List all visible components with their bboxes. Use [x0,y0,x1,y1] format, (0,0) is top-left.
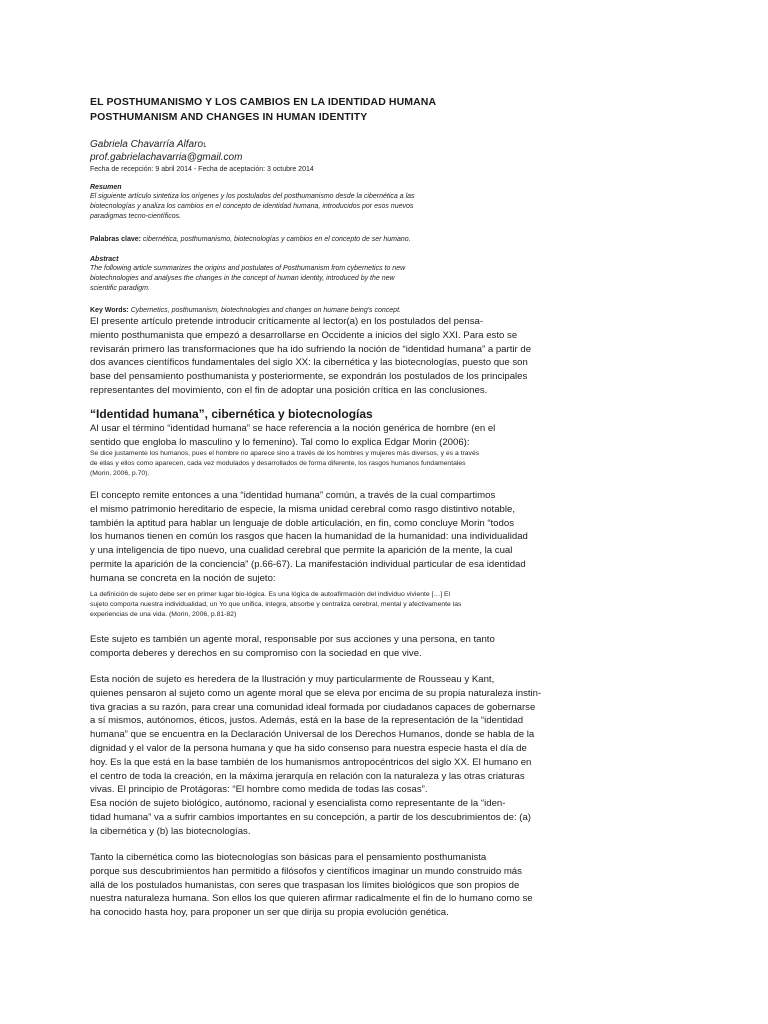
text-line: biotecnologías y analiza los cambios en el concepto de identidad humana, introducidos por esos nuevos [90,203,414,210]
resumen-text [90,192,690,222]
text-line: los humanos tienen en común los rasgos que hacen la humanidad de la humanidad: una individualidad [90,531,528,543]
text-line: el mismo patrimonio hereditario de especie, la misma unidad cerebral como rasgo distintivo notable, [90,503,516,515]
text-line: la cibernética y (b) las biotecnologías. [90,825,251,837]
text-line: Este sujeto es también un agente moral, responsable por sus acciones y una persona, en tanto [90,634,495,645]
text-line: ha conocido hasta hoy, para proponer un ser que dirija su propia evolución genética. [90,907,449,919]
text-line: El presente artículo pretende introducir críticamente al lector(a) en los postulados del pensa- [90,316,484,327]
text-line: Al usar el término “identidad humana” se hace referencia a la noción genérica de hombre (en el [90,423,496,434]
text-line: sujeto comporta nuestra individualidad, un Yo que unifica, integra, absorbe y centraliza cerebral, mental y afectivamente las [90,600,462,608]
text-line: también la aptitud para hablar un lenguaje de doble articulación, en fin, como concluye Morin “todos [90,517,514,529]
text-line: biotechnologies and analyses the changes in the concept of human identity, introduced by the new [90,275,395,282]
key-words [90,306,690,315]
title-english: POSTHUMANISM AND CHANGES IN HUMAN IDENTITY [90,111,368,123]
submission-dates: Fecha de recepción: 9 abril 2014 - Fecha de aceptación: 3 octubre 2014 [90,166,314,173]
resumen-section [90,183,690,222]
text-line: Esta noción de sujeto es heredera de la Ilustración y muy particularmente de Rousseau y Kant, [90,674,495,685]
resumen-label: Resumen [90,184,122,191]
paragraph-1 [90,422,690,450]
text-line: humana” que se encuentra en la Declaración Universal de los Derechos Humanos, donde se habla de la [90,729,535,741]
key-words-label: Key Words: [90,307,129,314]
paragraph-2 [90,489,690,586]
text-line: El concepto remite entonces a una “identidad humana” común, a través de la cual compartimos [90,490,496,501]
quote-1 [90,449,690,478]
paragraph-5 [90,797,690,838]
text-line: (Morin, 2006, p.70). [90,469,150,477]
text-line: hoy. Es la que está en la base también de los humanismos antropocéntricos del siglo XX. El humano en [90,756,532,768]
text-line: sentido que engloba lo masculino y lo femenino). Tal como lo explica Edgar Morin (2006): [90,436,470,448]
abstract-label: Abstract [90,256,119,263]
paragraph-3 [90,633,690,661]
text-line: miento posthumanista que empezó a desarrollarse en Occidente a inicios del siglo XXI. Para esto se [90,329,518,341]
paragraph-4 [90,673,690,797]
text-line: experiencias de una vida. (Morin, 2006, p.81-82) [90,610,237,618]
palabras-clave-label: Palabras clave: [90,236,141,243]
text-line: base del pensamiento posthumanista y posteriormente, se expondrán los postulados de los principales [90,371,528,383]
text-line: tidad humana” va a sufrir cambios importantes en su concepción, a partir de los descubrimientos de: (a) [90,811,531,823]
text-line: a sí mismos, autónomos, éticos, justos. Además, está en la base de la representación de la “identidad [90,715,524,727]
text-line: La definición de sujeto debe ser en primer lugar bio-lógica. Es una lógica de autoafirmación del individuo viviente […] El [90,591,451,598]
palabras-clave [90,235,690,244]
title-spanish: EL POSTHUMANISMO Y LOS CAMBIOS EN LA IDENTIDAD HUMANA [90,96,437,108]
text-line: Tanto la cibernética como las biotecnologías son básicas para el pensamiento posthumanista [90,852,487,863]
text-line: tiva gracias a su razón, para crear una comunidad ideal formada por ciudadanos capaces de gobernarse [90,701,536,713]
abstract-text [90,264,690,294]
text-line: quienes pensaron al sujeto como un agente moral que se eleva por encima de su propia naturaleza instin- [90,687,542,699]
text-line: paradigmas tecno-científicos. [90,213,182,220]
intro-paragraph [90,315,690,398]
author-name: Gabriela Chavarría Alfaro1 [90,139,207,150]
author-block [90,139,690,175]
author-email: prof.gabrielachavarria@gmail.com [90,152,243,163]
text-line: comporta deberes y derechos en su compromiso con la sociedad en que vive. [90,647,422,659]
text-line: nuestra naturaleza humana. Son ellos los que quieren afirmar radicalmente el fin de lo humano como se [90,893,533,905]
text-line: y una inteligencia de tipo nuevo, una cualidad cerebral que permite la aparición de la mente, la cual [90,545,513,557]
text-line: de ellas y ellos como aparecen, cada vez modulados y desarrollados de forma diferente, los rasgos humanos fundamentales [90,459,466,467]
palabras-clave-text: cibernética, posthumanismo, biotecnologías y cambios en el concepto de ser humano. [140,236,411,243]
text-line: el centro de toda la creación, en la máxima jerarquía en relación con la naturaleza y las otras criaturas [90,770,525,782]
text-line: revisarán primero las transformaciones que ha ido sufriendo la noción de “identidad humana” a partir de [90,343,532,355]
key-words-text: Cybernetics, posthumanism, biotechnologies and changes on humane being's concept. [128,307,401,314]
text-line: humana se concreta en la noción de sujeto: [90,572,276,584]
text-line: Se dice justamente los humanos, pues el hombre no aparece sino a través de los hombres y mujeres más diversos, y es a través [90,450,480,457]
text-line: allá de los postulados humanistas, con seres que traspasan los límites biológicos que son propios de [90,879,520,891]
article-title [90,95,690,125]
paragraph-6 [90,851,690,920]
text-line: Esa noción de sujeto biológico, autónomo, racional y esencialista como representante de la “iden- [90,798,506,809]
text-line: representantes del movimiento, con el fin de adoptar una posición crítica en las conclusiones. [90,384,488,396]
text-line: permite la aparición de la conciencia” (p.66-67). La manifestación individual particular de esa identidad [90,558,526,570]
text-line: El siguiente artículo sintetiza los orígenes y los postulados del posthumanismo desde la cibernética a las [90,193,415,200]
footnote-mark: 1 [203,143,207,149]
text-line: dos avances científicos fundamentales del siglo XX: la cibernética y las biotecnologías, puesto que son [90,357,528,369]
text-line: dignidad y el valor de la persona humana y que ha sido consenso para nuestra especie hasta el día de [90,742,527,754]
abstract-section [90,255,690,294]
text-line: vivas. El principio de Protágoras: “El hombre como medida de todas las cosas”. [90,784,428,796]
quote-2 [90,590,690,619]
section-heading: “Identidad humana”, cibernética y biotecnologías [90,407,373,421]
text-line: scientific paradigm. [90,285,150,292]
text-line: porque sus descubrimientos han permitido a filósofos y científicos imaginar un mundo construido más [90,865,522,877]
text-line: The following article summarizes the origins and postulates of Posthumanism from cybernetics to new [90,265,406,272]
